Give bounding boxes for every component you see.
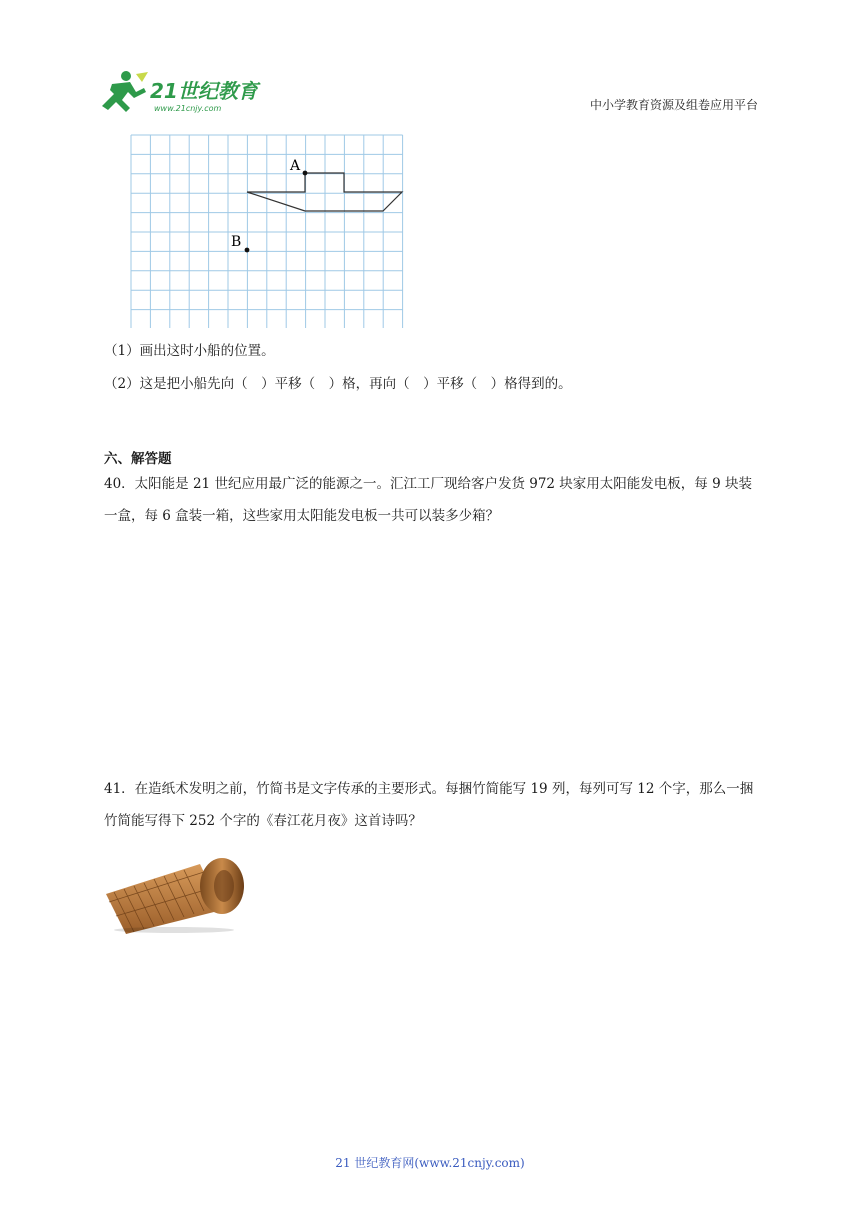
question-41: 41．在造纸术发明之前，竹简书是文字传承的主要形式。每捆竹简能写 19 列，每列可写 12 个字，那么一捆竹简能写得下 252 个字的《春江花月夜》这首诗吗？ bbox=[104, 781, 754, 829]
question-40: 40．太阳能是 21 世纪应用最广泛的能源之一。汇江工厂现给客户发货 972 块家用太阳能发电板，每 9 块装一盒，每 6 盒装一箱，这些家用太阳能发电板一共可以装多少箱？ bbox=[104, 476, 752, 524]
logo-text: 21世纪教育 bbox=[150, 79, 258, 103]
point-a-label: A bbox=[290, 158, 301, 174]
bamboo-scroll-image bbox=[104, 848, 246, 934]
grid-lines bbox=[131, 135, 403, 328]
point-a-dot bbox=[303, 171, 308, 176]
point-b-dot bbox=[245, 248, 250, 253]
footer-text: 21 世纪教育网(www.21cnjy.com) bbox=[335, 1156, 525, 1170]
point-b-label: B bbox=[231, 234, 242, 250]
grid-figure bbox=[130, 134, 406, 328]
platform-name: 中小学教育资源及组卷应用平台 bbox=[589, 98, 758, 112]
q39-part1: （1）画出这时小船的位置。 bbox=[104, 343, 275, 359]
q39-part2: （2）这是把小船先向（ ）平移（ ）格，再向（ ）平移（ ）格得到的。 bbox=[104, 376, 572, 392]
runner-icon bbox=[102, 71, 148, 112]
section-title: 六、解答题 bbox=[104, 451, 172, 467]
site-logo bbox=[96, 70, 266, 116]
logo-url: www.21cnjy.com bbox=[154, 104, 222, 113]
